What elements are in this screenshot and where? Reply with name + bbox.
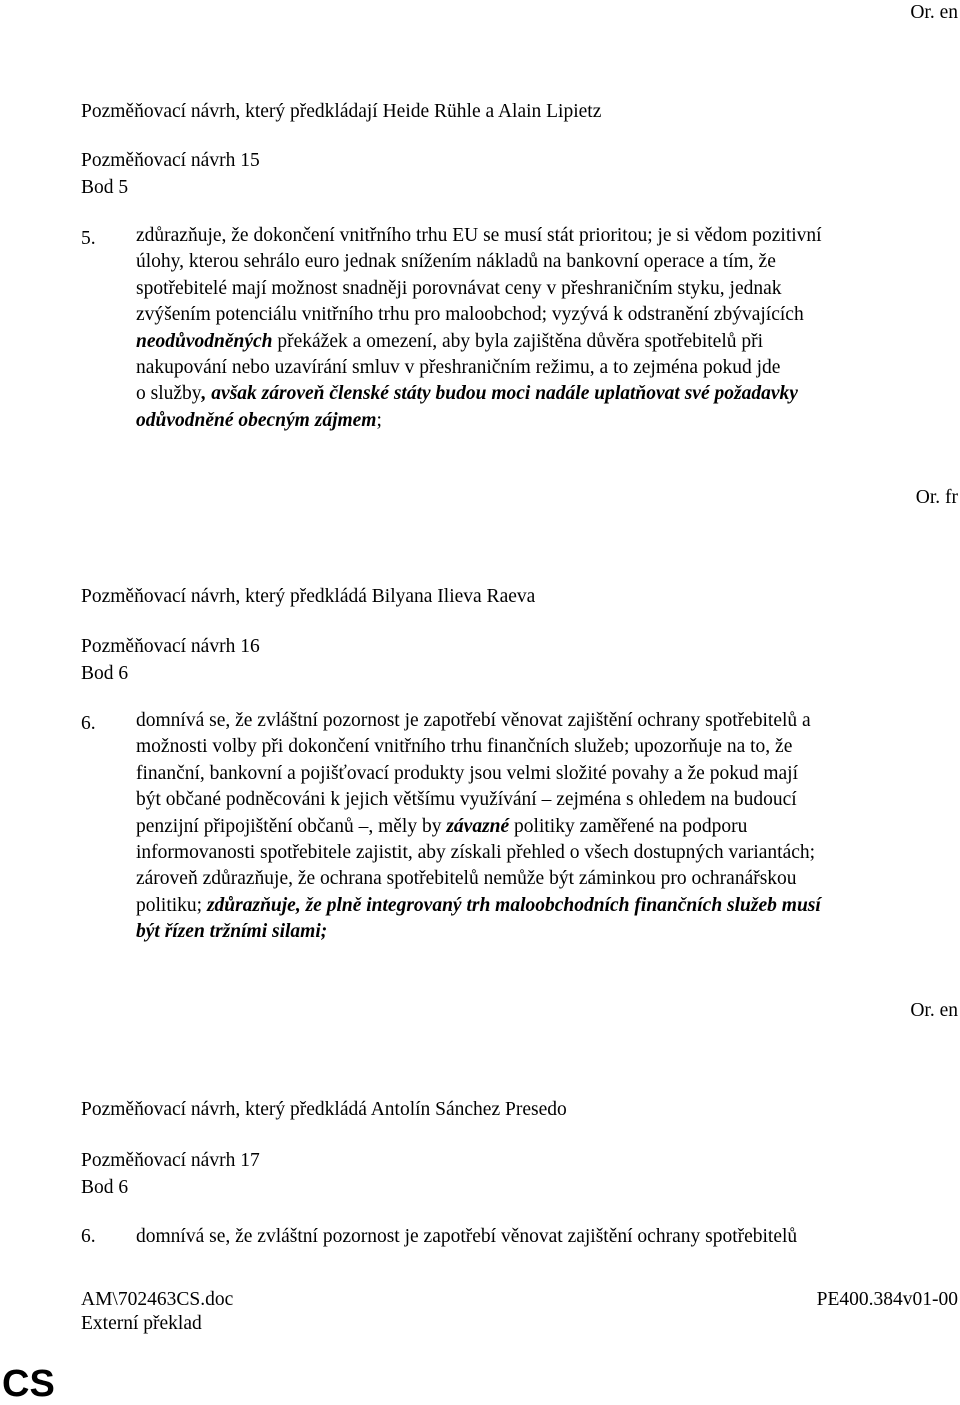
text-line: finanční, bankovní a pojišťovací produkty jsou velmi složité povahy a že pokud mají	[136, 762, 798, 784]
amendment-text	[136, 223, 952, 434]
text-line: informovanosti spotřebitele zajistit, aby získali přehled o všech dostupných variantách;	[136, 842, 816, 864]
original-language-label: Or. en	[910, 2, 958, 23]
amendment-point: Bod 5	[81, 177, 129, 198]
language-code: CS	[2, 1363, 55, 1405]
text-line: zvýšením potenciálu vnitřního trhu pro maloobchod; vyzývá k odstranění zbývajících	[136, 304, 804, 326]
text-line: být občané podněcováni k jejich většímu využívání – zejména s ohledem na budoucí	[136, 789, 797, 811]
amendment-number: Pozměňovací návrh 15	[81, 150, 260, 171]
translation-note: Externí překlad	[81, 1313, 202, 1334]
text-line: odůvodněné obecným zájmem;	[136, 409, 382, 431]
text-line: neodůvodněných překážek a omezení, aby byla zajištěna důvěra spotřebitelů při	[136, 330, 764, 352]
amendment-text	[136, 708, 952, 946]
amendment-text: domnívá se, že zvláštní pozornost je zapotřebí věnovat zajištění ochrany spotřebitelů	[136, 1226, 798, 1247]
paragraph-number: 5.	[81, 228, 96, 249]
original-language-label: Or. fr	[915, 487, 958, 508]
amendment-tabled-by: Pozměňovací návrh, který předkládá Antolín Sánchez Presedo	[81, 1099, 567, 1120]
amendment-point: Bod 6	[81, 663, 129, 684]
text-line: domnívá se, že zvláštní pozornost je zapotřebí věnovat zajištění ochrany spotřebitelů a	[136, 710, 811, 731]
paragraph-number: 6.	[81, 713, 96, 734]
text-line: zároveň zdůrazňuje, že ochrana spotřebitelů nemůže být záminkou pro ochranářskou	[136, 868, 797, 890]
text-line: úlohy, kterou sehrálo euro jednak snížením nákladů na bankovní operace a tím, že	[136, 251, 776, 273]
amendment-number: Pozměňovací návrh 17	[81, 1150, 260, 1171]
bold-italic-text: zdůrazňuje, že plně integrovaný trh maloobchodních finančních služeb musí	[206, 894, 821, 916]
amendment-number: Pozměňovací návrh 16	[81, 636, 260, 657]
bold-italic-text: neodůvodněných	[136, 330, 273, 352]
bold-italic-text: závazné	[446, 815, 510, 837]
text-line: zdůrazňuje, že dokončení vnitřního trhu EU se musí stát prioritou; je si vědom pozitivní	[136, 225, 822, 246]
bold-italic-text: být řízen tržními silami;	[136, 921, 328, 943]
text-line: politiku; zdůrazňuje, že plně integrovaný trh maloobchodních finančních služeb musí	[136, 894, 821, 916]
amendment-point: Bod 6	[81, 1177, 129, 1198]
text-line	[136, 919, 952, 945]
text-line: nakupování nebo uzavírání smluv v přeshraničním režimu, a to zejména pokud jde	[136, 357, 781, 379]
text-line: penzijní připojištění občanů –, měly by závazné politiky zaměřené na podporu	[136, 815, 748, 837]
amendment-tabled-by: Pozměňovací návrh, který předkládají Heide Rühle a Alain Lipietz	[81, 101, 602, 122]
bold-italic-text: odůvodněné obecným zájmem	[136, 409, 377, 431]
paragraph-number: 6.	[81, 1226, 96, 1247]
original-language-label: Or. en	[910, 1000, 958, 1021]
pe-reference: PE400.384v01-00	[816, 1289, 958, 1310]
text-line: spotřebitelé mají možnost snadněji porovnávat ceny v přeshraničním styku, jednak	[136, 277, 782, 299]
bold-italic-text: , avšak zároveň členské státy budou moci nadále uplatňovat své požadavky	[201, 383, 798, 405]
text-line: možnosti volby při dokončení vnitřního trhu finančních služeb; upozorňuje na to, že	[136, 736, 793, 758]
text-line: o služby, avšak zároveň členské státy budou moci nadále uplatňovat své požadavky	[136, 383, 798, 405]
amendment-tabled-by: Pozměňovací návrh, který předkládá Bilyana Ilieva Raeva	[81, 586, 536, 607]
document-reference: AM\702463CS.doc	[81, 1289, 234, 1310]
